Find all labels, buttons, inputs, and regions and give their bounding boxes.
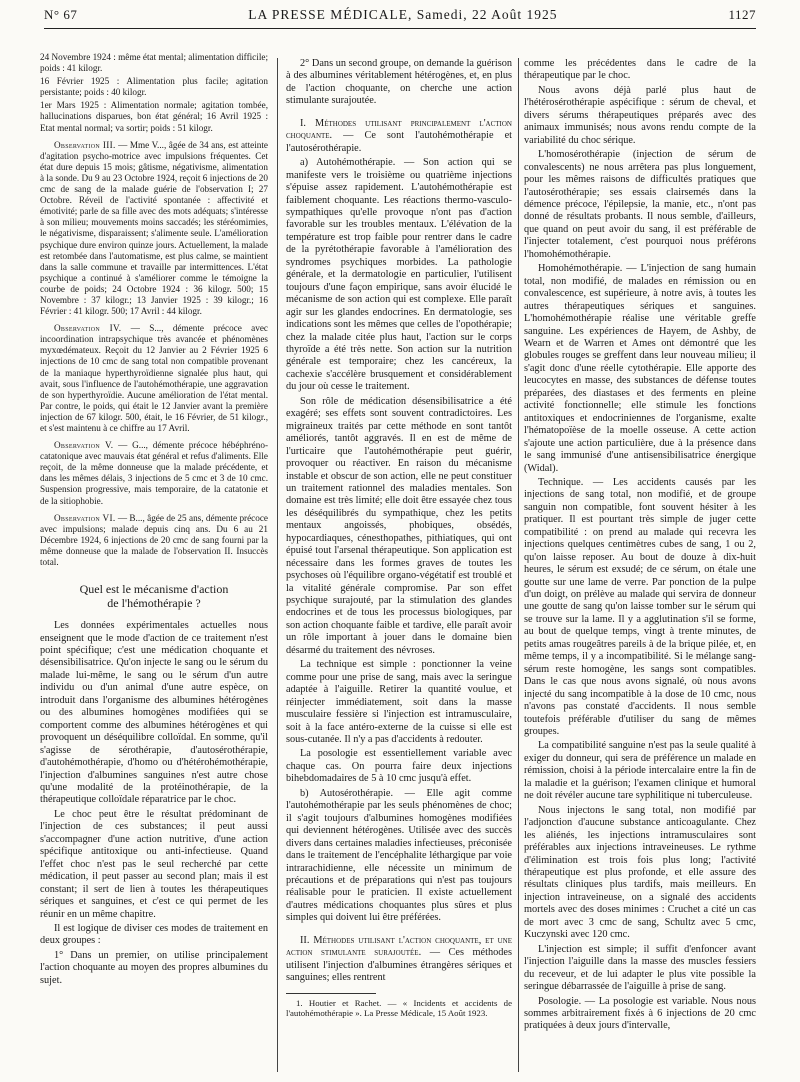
- paragraph: Posologie. — La posologie est variable. Nous nous sommes arbitrairement fixés à 6 injections de 20 cmc pratiquées à deux jours d'intervalle,: [524, 995, 756, 1032]
- paragraph: Le choc peut être le résultat prédominant de l'injection de ces substances; il peut aussi s'accompagner d'une action nutritive, d'une action spécifique antitoxique ou anti-infectieuse. Quand l'effet choc n'est pas le seul recherché par cette médication, il peut passer au second plan; mais il est constant; il sert de lien à toutes les thérapeutiques sériques et sanguines, et c'est ce qui permet de les réunir en un même chapitre.: [40, 808, 268, 920]
- paragraph: b) Autosérothérapie. — Elle agit comme l'autohémothérapie par les seuls phénomènes de choc; il s'agit toujours d'albumines homogènes modifiées qui deviennent hétérogènes. Utilisée avec des succès divers dans certaines maladies infectieuses, préconisée dans le traitement de l'encéphalite léthargique par voie intrarachidienne, elle nécessite un minimum de précautions et de préparations qui n'est pas toujours réalisable pour le praticien. Il existe actuellement d'autres médications choquantes plus sûres et plus simples qui doivent lui être préférées.: [286, 787, 512, 924]
- paragraph: Nous avons déjà parlé plus haut de l'hétérosérothérapie aspécifique : sérum de cheval, et divers sérums thérapeutiques préparés avec des animaux immunisés; nous avons rendu compte de la variabilité du choc sérique.: [524, 84, 756, 146]
- obs2-line-2: 16 Février 1925 : Alimentation plus facile; agitation persistante; poids : 40 kilogr.: [40, 76, 268, 98]
- obs4-text: — S..., démente précoce avec incoordination intrapsychique très avancée et phénomènes myxœdémateux. Reçoit du 12 Janvier au 2 Février 1925 6 injections de 10 cmc de sang total non compatible provenant de la maniaque hyperthyroïdienne signalée plus haut, qui avait, sous l'influence de l'autohémothérapie, une aggravation de son hyperthyroïdie. Aucune amélioration de l'état mental. Par contre, le poids, qui était le 12 Janvier avant la première injection de 67 kilogr. 500, était, le 16 Février, de 51 kilogr., et s'est maintenu à ce chiffre au 17 Avril.: [40, 323, 268, 433]
- issue-number: N° 67: [44, 7, 78, 22]
- paragraph: 2° Dans un second groupe, on demande la guérison à des albumines véritablement hétérogènes, et, en plus de l'action choquante, on cherche une action stimulante surajoutée.: [286, 58, 512, 107]
- obs2-line-3: 1er Mars 1925 : Alimentation normale; agitation tombée, hallucinations disparues, bon état général; 16 Avril 1925 : Etat mental normal; va sortir; poids : 51 kilogr.: [40, 100, 268, 133]
- section-2-label: II. Méthodes utilisant l'action choquante, et une action stimulante surajoutée.: [286, 934, 512, 959]
- obs5-text: — G..., démente précoce hébéphréno-catatonique avec mauvais état général et refus d'aliments. Elle reçoit, de la même donneuse que la malade précédente, et dans les mêmes délais, 3 injections de 5 cmc et 3 de 10 cmc. Suspension progressive, mais temporaire, de la catatonie et de la sitiophobie.: [40, 440, 268, 506]
- obs4-label: Observation IV.: [54, 323, 122, 334]
- page-number: 1127: [728, 7, 756, 22]
- observation-4: [40, 323, 268, 434]
- column-separator-2: [518, 58, 519, 1072]
- column-1: [40, 52, 268, 1076]
- section-2: [286, 935, 512, 985]
- paragraph: Son rôle de médication désensibilisatrice a été exagéré; ses effets sont souvent contradictoires. Les migraineux traités par cette méthode en sont tantôt améliorés, tantôt aggravés. Il en est de même de l'urticaire que l'autohémothérapie peut guérir, provoquer ou réactiver. En raison du mécanisme instable et obscur de son action, elle ne peut constituer un traitement rationnel des maladies mentales. Son domaine est très limité; elle doit être essayée chez tous les déséquilibrés du sympathique, chez les petits mentaux angoissés, phobiques, obsédés, hypocardiaques, cénesthopathes, pithiatiques, qui ont épuisé tout l'arsenal thérapeutique. Son application est nécessaire dans les formes graves de toutes les psychoses où l'équilibre organo-végétatif est troublé et la vitalité générale compromise. Par son effet psychique surajouté, par la stimulation des glandes endocrines et de tous les processus biologiques, par son action choquante faible et tardive, elle paraît avoir un rôle important à jouer dans le domaine bien désarmé du traitement des névroses.: [286, 395, 512, 656]
- obs2-line-1: 24 Novembre 1924 : même état mental; alimentation difficile; poids : 41 kilogr.: [40, 52, 268, 74]
- section-1-text: — Ce sont l'autohémothérapie et l'autosérothérapie.: [286, 130, 512, 154]
- footnote: 1. Houtier et Rachet. — « Incidents et accidents de l'autohémothérapie ». La Presse Médicale, 15 Août 1923.: [286, 997, 512, 1019]
- paragraph: Technique. — Les accidents causés par les injections de sang total, non modifié, et de groupe sanguin non compatible, font souvent hésiter à les pratiquer. Il est pourtant très simple de juger cette compatibilité : on prend au malade qui recevra les injections quelques centimètres cubes de sang, 1 ou 2, qu'on laisse reposer. Au bout de douze à dix-huit heures, le sérum est exsudé; de ce sérum, on étale une goutte sur une lame de verre. Par ponction de la pulpe d'un doigt, on prélève au malade qui servira de donneur une goutte de sang qu'on laisse tomber sur le sérum qui se trouve sur la lame. Il y a agglutination s'il se forme, au bout de quelque temps, vingt à trente minutes, de petits amas rougeâtres pareils à de la brique pilée, et, en même temps, il y a incompatibilité. Si le mélange sang-sérum reste homogène, les sangs sont compatibles. Dans le cas que nous avons signalé, où nous avons injecté du sang incompatible à la dose de 10 cmc, nous n'avons pas constaté d'accidents. Il nous semble toutefois préférable d'utiliser du sang de mêmes groupes.: [524, 476, 756, 738]
- paragraph: La technique est simple : ponctionner la veine comme pour une prise de sang, mais avec la seringue adaptée à l'aiguille. Retirer la quantité voulue, et réinjecter immédiatement, soit dans la masse musculaire fessière si l'injection est intramusculaire, soit à la face antéro-externe de la cuisse si elle est sous-cutanée. Il n'y a pas d'accidents à redouter.: [286, 659, 512, 746]
- paragraph: La posologie est essentiellement variable avec chaque cas. On pourra faire deux injections bihebdomadaires de 5 à 10 cmc jusqu'à effet.: [286, 748, 512, 785]
- observation-6: [40, 513, 268, 568]
- column-2: [286, 58, 512, 1076]
- paragraph: comme les précédentes dans le cadre de la thérapeutique par le choc.: [524, 58, 756, 82]
- heading-line-2: de l'hémothérapie ?: [107, 596, 201, 611]
- obs6-text: — B..., âgée de 25 ans, démente précoce avec impulsions; malade depuis cinq ans. Du 6 au 21 Décembre 1924, 6 injections de 20 cmc de sang fourni par la même donneuse que la malade de l'observation II. Insuccès total.: [40, 512, 268, 568]
- obs5-label: Observation V.: [54, 440, 114, 451]
- page-header: [44, 4, 756, 26]
- footnote-rule: [286, 993, 376, 994]
- section-1: [286, 118, 512, 155]
- paragraph: Il est logique de diviser ces modes de traitement en deux groupes :: [40, 923, 268, 947]
- paragraph: L'injection est simple; il suffit d'enfoncer avant l'injection l'aiguille dans la masse des muscles fessiers du receveur, et de lui adapter le plus vite possible la seringue débarrassée de l'aiguille à prise de sang.: [524, 943, 756, 993]
- section-2-text: — Ces méthodes utilisent l'injection d'albumines étrangères sériques et sanguines; elles rentrent: [286, 947, 512, 984]
- heading-line-1: Quel est le mécanisme d'action: [79, 582, 229, 597]
- observation-5: [40, 440, 268, 507]
- obs6-label: Observation VI.: [54, 512, 116, 523]
- paragraph: a) Autohémothérapie. — Son action qui se manifeste vers le troisième ou quatrième injections s'épuise assez rapidement. L'autohémothérapie est faiblement choquante. Les réactions thermo-vasculo-sympathiques qu'elle provoque n'ont pas d'action favorable sur les troubles mentaux. L'élévation de la température est trop faible pour rentrer dans le cadre de la pyrétothérapie favorable à l'amélioration des syndromes psychiques morbides. La pathologie générale, et la dermatologie en particulier, l'utilisent toujours d'une façon empirique, sans avoir élucidé le mécanisme de son action qui est complexe. Elle paraît agir sur les glandes endocrines. En dermatologie, ses indications sont les mêmes que celles de l'opothérapie; chez la malade citée plus haut, l'action sur le corps thyroïde a été très nette. Son action sur la nutrition générale est temporaire; chez les cancéreux, la cachexie s'accélère brusquement et considérablement du jour où cesse le traitement.: [286, 157, 512, 393]
- column-3: [524, 58, 756, 1076]
- paragraph: L'homosérothérapie (injection de sérum de convalescents) ne nous arrêtera pas plus longuement, pour les mêmes raisons de difficultés pratiques que l'autosérothérapie; ses essais clairsemés dans la démence précoce, l'épilepsie, la manie, etc., n'ont pas donné de résultats probants. Il nous semble, d'ailleurs, que quand on peut avoir du sang, il est préférable de l'injecter totalement, c'est pourquoi nous préférons l'homohémothérapie.: [524, 149, 756, 260]
- observation-3: [40, 140, 268, 318]
- paragraph: La compatibilité sanguine n'est pas la seule qualité à exiger du donneur, qui sera de préférence un malade en rémission, choisi à la période intercalaire entre la fin de la maladie et la guérison; l'examen clinique et humoral ne doit révéler aucune tare syphilitique ni tuberculeuse.: [524, 740, 756, 802]
- column-separator-1: [277, 58, 278, 1072]
- journal-title: LA PRESSE MÉDICALE, Samedi, 22 Août 1925: [248, 7, 558, 22]
- section-1-label: I. Méthodes utilisant principalement l'action choquante.: [286, 117, 512, 142]
- header-rule: [44, 28, 756, 29]
- paragraph: Homohémothérapie. — L'injection de sang humain total, non modifié, de malades en rémission ou en convalescence, est supérieure, à notre avis, à toutes les autres thérapeutiques sériques et sanguines. L'homohémothérapie réalise une véritable greffe sanguine. Les expériences de Hayem, de Ashby, de Wearn et de Warren et Ames ont démontré que les globules rouges se greffent dans leur nouveau milieu; il s'agit donc d'une réelle cytothérapie. Elle apporte des leucocytes en masse, des substances de défense toutes préparées, des diastases et des ferments en pleine activité fonctionnelle; elle stimule les fonctions antitoxiques et endocriniennes de l'organisme, exalte l'hématopoïèse de la moelle osseuse. A cette action s'ajoute une action particulière, due à la présence dans le sang immunisé d'une antisensibilisatrice énergique (Widal).: [524, 263, 756, 474]
- section-heading: [40, 582, 268, 610]
- paragraph: Les données expérimentales actuelles nous enseignent que le mode d'action de ce traitement n'est point spécifique; c'est une médication choquante et désensibilisatrice. Qu'on injecte le sang ou le sérum du malade lui-même, le sang ou le sérum d'un autre individu ou d'un animal d'une autre espèce, on introduit dans l'organisme des albumines hétérogènes ou des albumines homogènes modifiées qui se comportent comme des albumines hétérogènes et qui provoquent un déséquilibre colloïdal. En somme, qu'il s'agisse de sérothérapie, d'autosérothérapie, d'autohémothérapie, d'homo ou d'hétérohémothérapie, l'injection d'albumines sanguines n'est autre chose qu'une modalité de la protéinothérapie, de la thérapeutique colloïdale réparatrice par le choc.: [40, 620, 268, 806]
- obs3-label: Observation III.: [54, 139, 116, 150]
- paragraph: Nous injectons le sang total, non modifié par l'adjonction d'aucune substance anticoagulante. Chez les aliénés, les injections intramusculaires sont préférables aux injections intraveineuses. Le rythme d'élimination est trois fois plus long; l'activité thérapeutique est plus profonde, et elle assure des résultats cliniques plus tardifs, mais meilleurs. En injection intraveineuse, on a signalé des accidents mortels avec des doses minimes : Cruchet a cité un cas de mort avec 3 cmc de sang, Schultz avec 5 cmc, Kuczynski avec 120 cmc.: [524, 804, 756, 941]
- paragraph: 1° Dans un premier, on utilise principalement l'action choquante au moyen des propres albumines du sujet.: [40, 949, 268, 986]
- obs3-text: — Mme V..., âgée de 34 ans, est atteinte d'agitation psycho-motrice avec impulsions fréquentes. Cet état dure depuis 15 mois; gâtisme, négativisme, alimentation à la sonde. Du 9 au 23 Octobre 1924, reçoit 6 injections de 20 cmc de sang de la malade guérie de l'observation I; 27 Octobre. Réveil de l'activité spontanée : affectivité et émotivité; parle de sa fille avec des mots adéquats; s'intéresse à son milieu; mouvements moins saccadés; les stéréomimies, le négativisme, disparaissent; s'alimente seule. L'amélioration psychique dure environ quinze jours. Actuellement, la malade est retombée dans l'automatisme, est plus calme, se maintient dans la salle commune et travaille par intermittences. L'état psychique a continué à s'améliorer comme le témoigne la courbe de poids; 24 Octobre 1924 : 36 kilogr. 500; 15 Novembre : 37 kilogr.; 13 Janvier 1925 : 39 kilogr.; 16 Février : 41 kilogr. 500; 17 Avril : 44 kilogr.: [40, 139, 268, 317]
